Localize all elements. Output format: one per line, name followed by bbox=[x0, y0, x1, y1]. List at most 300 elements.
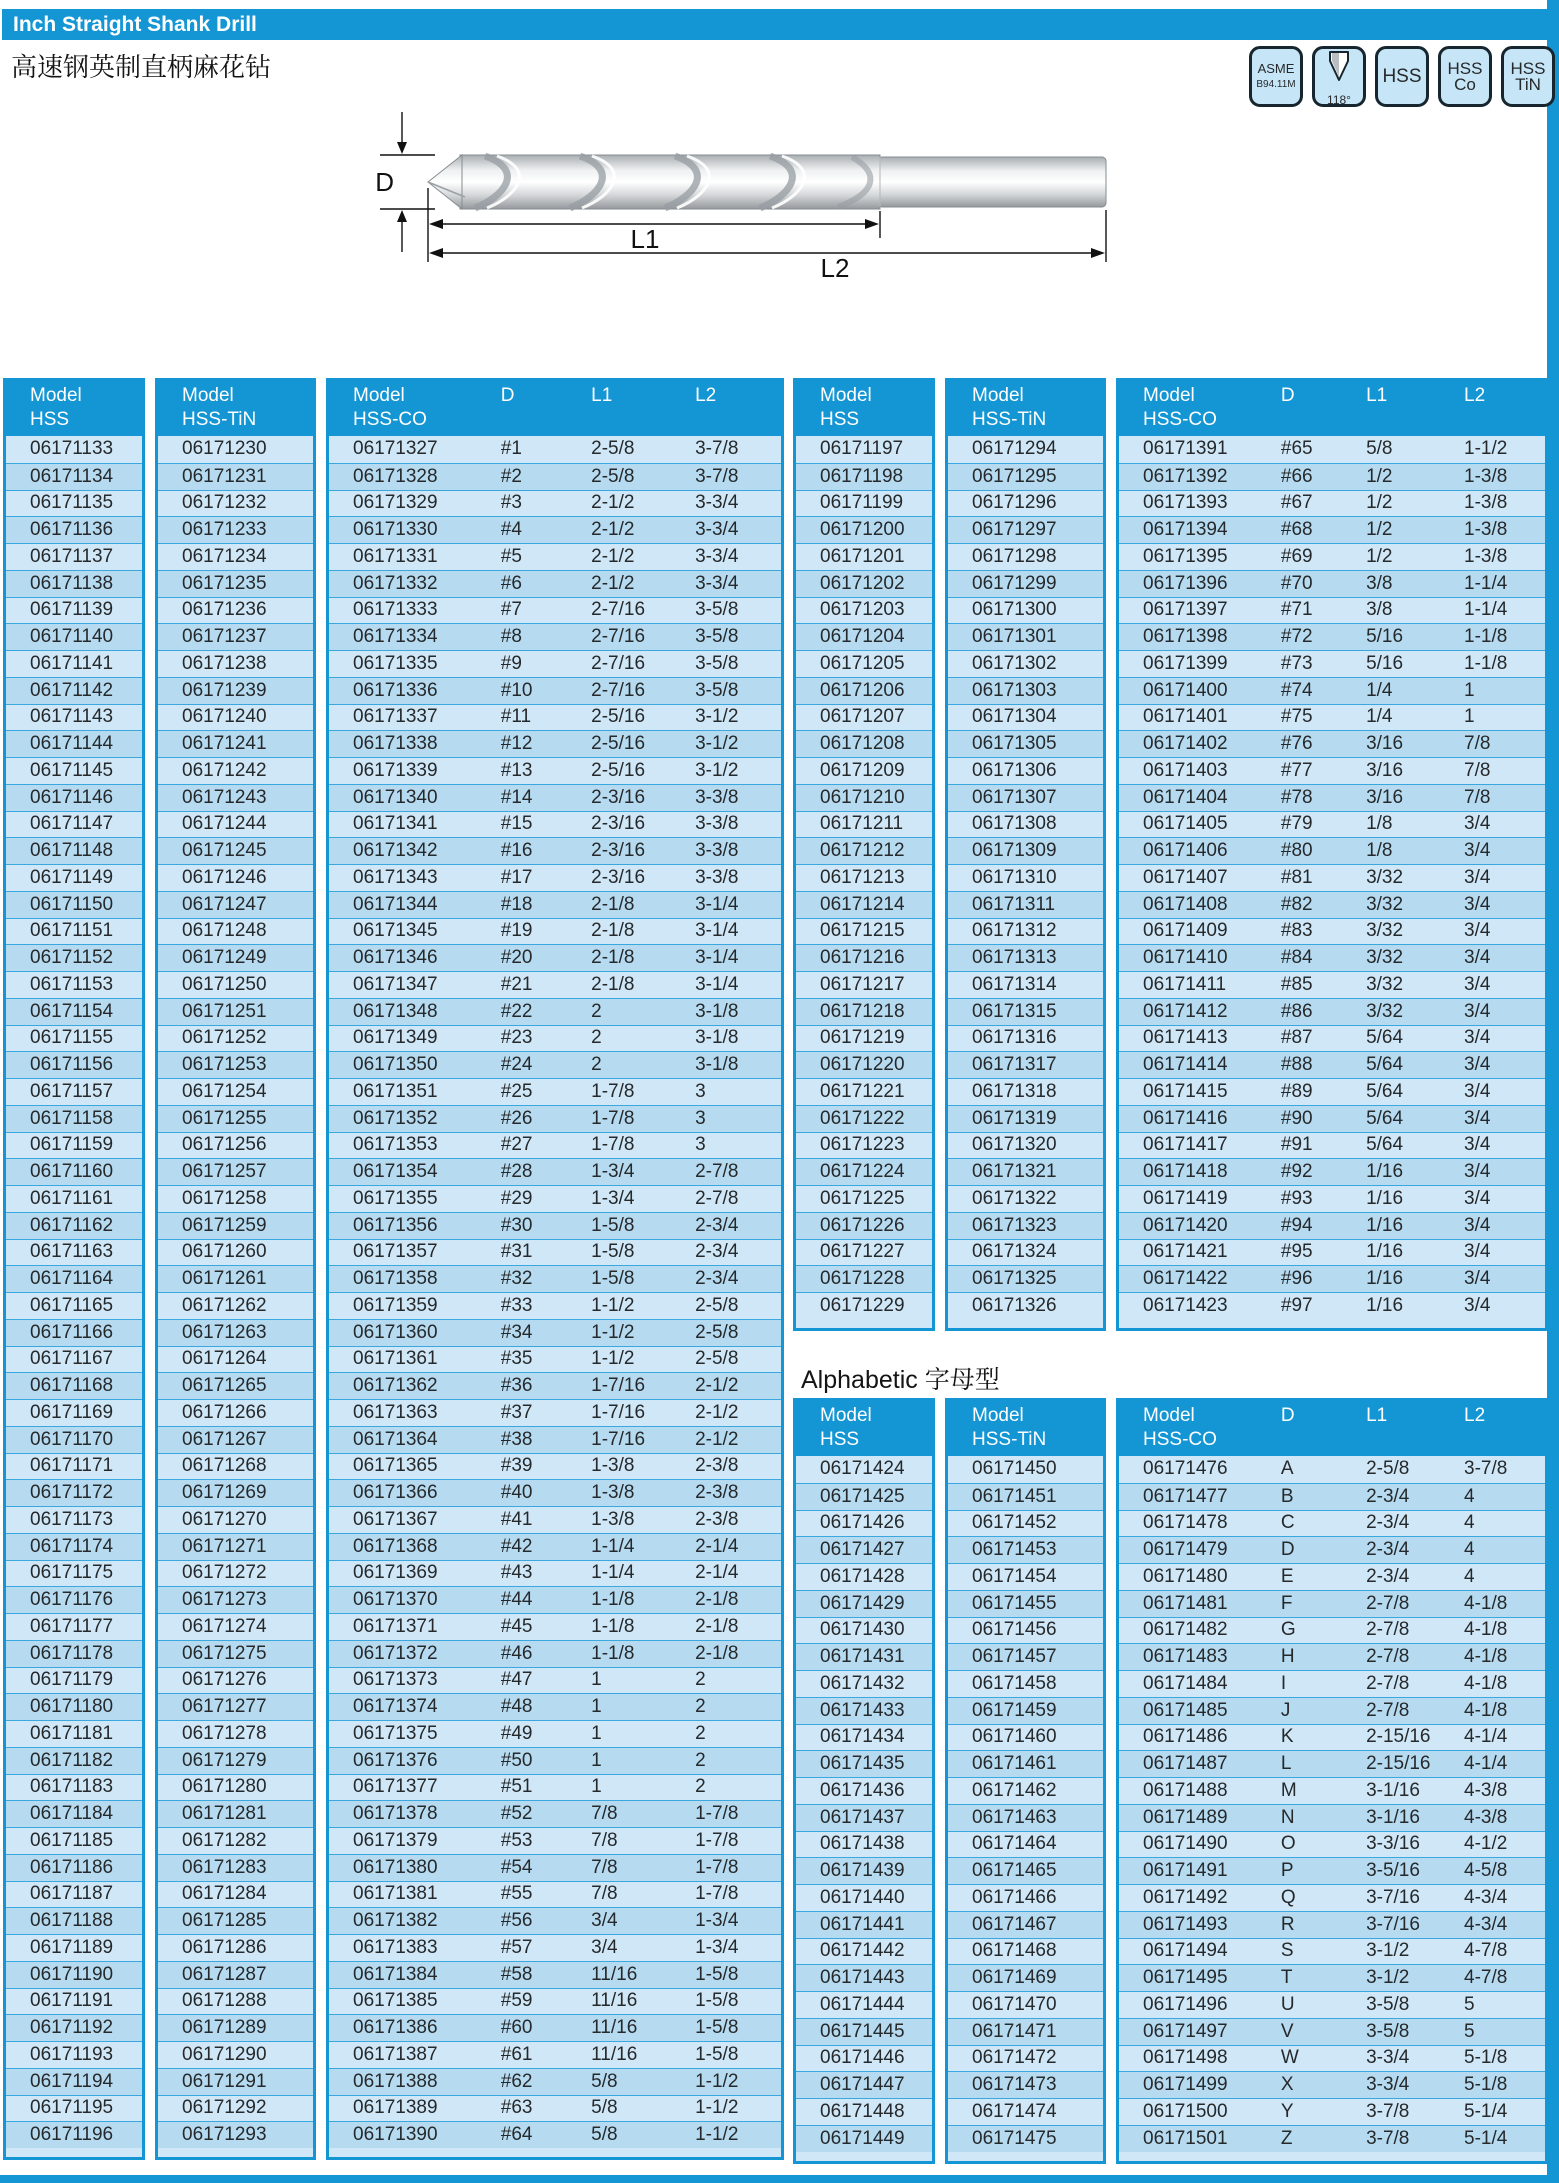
diameter-cell: #74 bbox=[1280, 679, 1313, 701]
l2-cell: 3-3/4 bbox=[695, 492, 739, 514]
l1-cell: 1/2 bbox=[1366, 492, 1393, 514]
hss-co-size-subtable bbox=[1116, 378, 1548, 1331]
diameter-cell: K bbox=[1280, 1726, 1294, 1748]
model-hss-co-cell: 06171422 bbox=[1143, 1268, 1228, 1290]
model-hss-cell: 06171211 bbox=[820, 813, 904, 835]
l1-cell: 3/32 bbox=[1366, 866, 1404, 888]
model-hss-co-cell: 06171373 bbox=[353, 1669, 438, 1691]
table-row bbox=[948, 1938, 1103, 1965]
diameter-cell: #88 bbox=[1280, 1054, 1313, 1076]
diameter-cell: #57 bbox=[500, 1936, 533, 1958]
model-hss-co-cell: 06171403 bbox=[1143, 759, 1228, 781]
model-hss-cell: 06171153 bbox=[30, 973, 114, 995]
model-hss-cell: 06171206 bbox=[820, 679, 905, 701]
table-row bbox=[6, 597, 142, 624]
table-row bbox=[158, 1586, 313, 1613]
table-row bbox=[158, 490, 313, 517]
model-hss-co-cell: 06171369 bbox=[353, 1562, 438, 1584]
table-row bbox=[158, 543, 313, 570]
model-hss-cell: 06171189 bbox=[30, 1936, 114, 1958]
model-hss-cell: 06171432 bbox=[820, 1672, 905, 1694]
table-row bbox=[1119, 1563, 1545, 1590]
table-row bbox=[796, 1105, 932, 1132]
l1-cell: 1 bbox=[591, 1749, 602, 1771]
l2-cell: 3-1/8 bbox=[695, 1054, 739, 1076]
table-row bbox=[1119, 1831, 1545, 1858]
model-hss-tin-cell: 06171463 bbox=[972, 1806, 1057, 1828]
table-row bbox=[329, 1854, 781, 1881]
model-hss-tin-cell: 06171280 bbox=[182, 1776, 267, 1798]
table-row bbox=[1119, 1884, 1545, 1911]
model-hss-co-cell: 06171365 bbox=[353, 1455, 438, 1477]
l2-cell: 3/4 bbox=[1464, 840, 1491, 862]
table-row bbox=[948, 1265, 1103, 1292]
table-row bbox=[158, 1346, 313, 1373]
diameter-cell: #82 bbox=[1280, 893, 1313, 915]
table-row bbox=[948, 1750, 1103, 1777]
model-hss-co-cell: 06171407 bbox=[1143, 866, 1228, 888]
diameter-cell: #48 bbox=[500, 1696, 533, 1718]
table-row bbox=[796, 2045, 932, 2072]
table-row bbox=[6, 1693, 142, 1720]
table-row bbox=[329, 2068, 781, 2095]
table-row bbox=[329, 1426, 781, 1453]
l2-cell: 3 bbox=[695, 1134, 706, 1156]
model-hss-cell: 06171143 bbox=[30, 706, 114, 728]
diameter-cell: #37 bbox=[500, 1401, 533, 1423]
l2-cell: 4-1/4 bbox=[1464, 1753, 1508, 1775]
model-hss-co-cell: 06171371 bbox=[353, 1615, 438, 1637]
diameter-cell: #81 bbox=[1280, 866, 1313, 888]
l1-cell: 1-1/8 bbox=[591, 1589, 635, 1611]
l1-cell: 3/8 bbox=[1366, 599, 1393, 621]
table-row bbox=[1119, 1239, 1545, 1266]
model-hss-cell: 06171138 bbox=[30, 572, 114, 594]
table-row bbox=[948, 1292, 1103, 1319]
model-hss-tin-cell: 06171255 bbox=[182, 1107, 267, 1129]
model-hss-co-cell: 06171484 bbox=[1143, 1672, 1228, 1694]
l2-cell: 4 bbox=[1464, 1512, 1475, 1534]
table-row bbox=[329, 891, 781, 918]
table-row bbox=[329, 1479, 781, 1506]
diameter-cell: #45 bbox=[500, 1615, 533, 1637]
model-hss-cell: 06171147 bbox=[30, 813, 114, 835]
l2-cell: 3-3/4 bbox=[695, 545, 739, 567]
model-hss-tin-cell: 06171254 bbox=[182, 1080, 267, 1102]
model-hss-tin-cell: 06171235 bbox=[182, 572, 267, 594]
l2-cell: 3/4 bbox=[1464, 973, 1491, 995]
diameter-cell: #64 bbox=[500, 2124, 533, 2146]
table-row bbox=[948, 650, 1103, 677]
table-row bbox=[1119, 1724, 1545, 1751]
table-row bbox=[948, 891, 1103, 918]
model-hss-tin-cell: 06171470 bbox=[972, 1993, 1057, 2015]
table-row bbox=[1119, 1991, 1545, 2018]
hss-label: HSS bbox=[1382, 65, 1422, 87]
table-row bbox=[6, 2068, 142, 2095]
l1-cell: 2-7/16 bbox=[591, 599, 646, 621]
l2-cell: 3-3/8 bbox=[695, 840, 739, 862]
table-row bbox=[6, 1292, 142, 1319]
column-header-model: Model bbox=[1143, 385, 1195, 406]
diameter-cell: #41 bbox=[500, 1508, 533, 1530]
table-row bbox=[1119, 1536, 1545, 1563]
table-row bbox=[329, 971, 781, 998]
table-row bbox=[329, 1747, 781, 1774]
l1-cell: 2-1/2 bbox=[591, 545, 635, 567]
table-row bbox=[948, 1617, 1103, 1644]
l1-cell: 1-7/8 bbox=[591, 1134, 635, 1156]
model-hss-co-cell: 06171480 bbox=[1143, 1565, 1228, 1587]
diameter-cell: #1 bbox=[500, 438, 522, 460]
l1-cell: 1/16 bbox=[1366, 1161, 1404, 1183]
table-row bbox=[1119, 730, 1545, 757]
diameter-cell: #89 bbox=[1280, 1080, 1313, 1102]
l1-cell: 2-1/8 bbox=[591, 893, 635, 915]
diameter-cell: #14 bbox=[500, 786, 533, 808]
table-row bbox=[158, 1667, 313, 1694]
diameter-cell: #58 bbox=[500, 1963, 533, 1985]
table-row bbox=[158, 2068, 313, 2095]
l1-cell: 3-1/2 bbox=[1366, 1940, 1410, 1962]
diameter-cell: #73 bbox=[1280, 652, 1313, 674]
table-row bbox=[6, 2095, 142, 2122]
model-hss-tin-cell: 06171245 bbox=[182, 840, 267, 862]
model-hss-cell: 06171133 bbox=[30, 438, 114, 460]
hss-tin-material-badge bbox=[1501, 46, 1555, 107]
model-hss-tin-cell: 06171285 bbox=[182, 1910, 267, 1932]
table-row bbox=[948, 623, 1103, 650]
l2-cell: 1-5/8 bbox=[695, 2017, 739, 2039]
diameter-cell: #72 bbox=[1280, 626, 1313, 648]
model-hss-cell: 06171144 bbox=[30, 733, 114, 755]
table-row bbox=[796, 1132, 932, 1159]
diameter-cell: #38 bbox=[500, 1428, 533, 1450]
model-hss-co-cell: 06171404 bbox=[1143, 786, 1228, 808]
model-hss-cell: 06171158 bbox=[30, 1107, 114, 1129]
l1-cell: 3/16 bbox=[1366, 759, 1404, 781]
model-hss-tin-cell: 06171247 bbox=[182, 893, 267, 915]
table-row bbox=[6, 811, 142, 838]
model-hss-co-cell: 06171421 bbox=[1143, 1241, 1228, 1263]
table-row bbox=[158, 1907, 313, 1934]
l2-cell: 1-1/8 bbox=[1464, 626, 1508, 648]
table-row bbox=[329, 543, 781, 570]
diameter-cell: D bbox=[1280, 1539, 1295, 1561]
l1-cell: 2-5/16 bbox=[591, 759, 646, 781]
model-hss-co-cell: 06171493 bbox=[1143, 1913, 1228, 1935]
model-hss-tin-cell: 06171323 bbox=[972, 1214, 1057, 1236]
table-header bbox=[948, 378, 1103, 436]
l1-cell: 3/32 bbox=[1366, 1000, 1404, 1022]
table-row bbox=[1119, 1078, 1545, 1105]
model-hss-tin-cell: 06171257 bbox=[182, 1161, 267, 1183]
column-header-l1: L1 bbox=[1366, 1405, 1388, 1426]
model-hss-cell: 06171193 bbox=[30, 2043, 114, 2065]
table-row bbox=[158, 1372, 313, 1399]
model-hss-tin-cell: 06171267 bbox=[182, 1428, 267, 1450]
table-row bbox=[6, 1158, 142, 1185]
model-hss-tin-cell: 06171244 bbox=[182, 813, 267, 835]
table-row bbox=[329, 1881, 781, 1908]
l2-cell: 7/8 bbox=[1464, 733, 1491, 755]
model-hss-cell: 06171437 bbox=[820, 1806, 905, 1828]
l1-cell: 2-3/16 bbox=[591, 840, 646, 862]
model-hss-cell: 06171184 bbox=[30, 1803, 114, 1825]
table-row bbox=[796, 597, 932, 624]
l2-cell: 3-3/8 bbox=[695, 813, 739, 835]
model-hss-cell: 06171449 bbox=[820, 2127, 905, 2149]
l1-cell: 2-5/8 bbox=[591, 465, 635, 487]
model-hss-cell: 06171198 bbox=[820, 465, 904, 487]
column-header-tin: HSS-TiN bbox=[972, 1429, 1047, 1450]
model-hss-cell: 06171162 bbox=[30, 1214, 114, 1236]
model-hss-cell: 06171140 bbox=[30, 626, 114, 648]
model-hss-co-cell: 06171342 bbox=[353, 840, 438, 862]
model-hss-co-cell: 06171416 bbox=[1143, 1107, 1228, 1129]
model-hss-co-cell: 06171420 bbox=[1143, 1214, 1228, 1236]
model-hss-tin-cell: 06171251 bbox=[182, 1000, 267, 1022]
model-hss-co-cell: 06171388 bbox=[353, 2070, 438, 2092]
model-hss-cell: 06171429 bbox=[820, 1592, 905, 1614]
l1-cell: 2-15/16 bbox=[1366, 1753, 1431, 1775]
model-hss-co-cell: 06171383 bbox=[353, 1936, 438, 1958]
model-hss-tin-cell: 06171313 bbox=[972, 947, 1057, 969]
l1-dimension-label: L1 bbox=[630, 224, 660, 254]
l2-cell: 3/4 bbox=[1464, 1161, 1491, 1183]
table-row bbox=[948, 1884, 1103, 1911]
table-row bbox=[948, 1105, 1103, 1132]
model-hss-co-cell: 06171497 bbox=[1143, 2020, 1228, 2042]
table-row bbox=[948, 704, 1103, 731]
model-hss-cell: 06171227 bbox=[820, 1241, 905, 1263]
l2-cell: 3 bbox=[695, 1107, 706, 1129]
model-hss-tin-cell: 06171282 bbox=[182, 1829, 267, 1851]
column-header-l2: L2 bbox=[1464, 1405, 1486, 1426]
model-hss-cell: 06171135 bbox=[30, 492, 114, 514]
model-hss-tin-cell: 06171302 bbox=[972, 652, 1057, 674]
table-row bbox=[1119, 837, 1545, 864]
model-hss-co-cell: 06171490 bbox=[1143, 1833, 1228, 1855]
table-row bbox=[158, 597, 313, 624]
table-row bbox=[948, 597, 1103, 624]
table-row bbox=[158, 918, 313, 945]
model-hss-tin-cell: 06171274 bbox=[182, 1615, 267, 1637]
model-hss-cell: 06171448 bbox=[820, 2100, 905, 2122]
model-hss-cell: 06171209 bbox=[820, 759, 905, 781]
table-row bbox=[796, 811, 932, 838]
l1-cell: 3-1/16 bbox=[1366, 1779, 1420, 1801]
l2-cell: 1-3/8 bbox=[1464, 545, 1508, 567]
l1-cell: 1-1/2 bbox=[591, 1321, 635, 1343]
table-row bbox=[6, 944, 142, 971]
table-row bbox=[948, 1536, 1103, 1563]
l1-cell: 1-7/8 bbox=[591, 1080, 635, 1102]
l1-cell: 1-3/8 bbox=[591, 1455, 635, 1477]
table-row bbox=[1119, 1265, 1545, 1292]
table-row bbox=[6, 570, 142, 597]
table-row bbox=[158, 1105, 313, 1132]
diameter-cell: L bbox=[1280, 1753, 1292, 1775]
l2-cell: 2-3/4 bbox=[695, 1214, 739, 1236]
model-hss-tin-cell: 06171295 bbox=[972, 465, 1057, 487]
table-row bbox=[329, 570, 781, 597]
table-row bbox=[1119, 918, 1545, 945]
table-row bbox=[796, 891, 932, 918]
l2-cell: 3/4 bbox=[1464, 1294, 1491, 1316]
l1-cell: 3-5/8 bbox=[1366, 1993, 1410, 2015]
model-hss-co-cell: 06171333 bbox=[353, 599, 438, 621]
table-row bbox=[6, 891, 142, 918]
model-hss-cell: 06171167 bbox=[30, 1348, 114, 1370]
table-row bbox=[6, 837, 142, 864]
diameter-cell: Y bbox=[1280, 2100, 1294, 2122]
table-row bbox=[329, 837, 781, 864]
diameter-cell: U bbox=[1280, 1993, 1295, 2015]
model-hss-cell: 06171172 bbox=[30, 1482, 114, 1504]
diameter-cell: M bbox=[1280, 1779, 1297, 1801]
model-hss-tin-cell: 06171289 bbox=[182, 2017, 267, 2039]
table-row bbox=[1119, 1777, 1545, 1804]
table-row bbox=[948, 1078, 1103, 1105]
l1-cell: 1-1/8 bbox=[591, 1615, 635, 1637]
model-hss-co-cell: 06171350 bbox=[353, 1054, 438, 1076]
table-row bbox=[6, 1346, 142, 1373]
l1-cell: 3-7/8 bbox=[1366, 2100, 1410, 2122]
table-row bbox=[329, 597, 781, 624]
model-hss-cell: 06171186 bbox=[30, 1856, 114, 1878]
diameter-cell: #16 bbox=[500, 840, 533, 862]
l2-cell: 1 bbox=[1464, 679, 1475, 701]
table-row bbox=[158, 1774, 313, 1801]
table-row bbox=[158, 1132, 313, 1159]
model-hss-tin-cell: 06171287 bbox=[182, 1963, 267, 1985]
l1-cell: 1-1/8 bbox=[591, 1642, 635, 1664]
table-row bbox=[158, 1854, 313, 1881]
l1-cell: 1-5/8 bbox=[591, 1268, 635, 1290]
table-row bbox=[158, 1560, 313, 1587]
table-row bbox=[948, 1911, 1103, 1938]
diameter-cell: #8 bbox=[500, 626, 522, 648]
diameter-cell: #97 bbox=[1280, 1294, 1313, 1316]
table-row bbox=[1119, 971, 1545, 998]
diameter-cell: B bbox=[1280, 1485, 1294, 1507]
table-row bbox=[1119, 1617, 1545, 1644]
column-header-tin: HSS-TiN bbox=[182, 409, 257, 430]
model-hss-co-cell: 06171390 bbox=[353, 2124, 438, 2146]
table-row bbox=[329, 2014, 781, 2041]
table-row bbox=[6, 1934, 142, 1961]
l2-cell: 3-5/8 bbox=[695, 599, 739, 621]
table-row bbox=[1119, 490, 1545, 517]
diameter-cell: #19 bbox=[500, 920, 533, 942]
l1-cell: 2-15/16 bbox=[1366, 1726, 1431, 1748]
diameter-cell: #67 bbox=[1280, 492, 1313, 514]
model-hss-tin-cell: 06171303 bbox=[972, 679, 1057, 701]
table-row bbox=[796, 1536, 932, 1563]
l2-cell: 1-7/8 bbox=[695, 1883, 739, 1905]
table-row bbox=[796, 543, 932, 570]
table-row bbox=[6, 677, 142, 704]
l2-cell: 1-5/8 bbox=[695, 1990, 739, 2012]
l1-cell: 5/64 bbox=[1366, 1080, 1404, 1102]
column-header-hss-co: HSS-CO bbox=[1143, 409, 1217, 430]
model-hss-cell: 06171185 bbox=[30, 1829, 114, 1851]
table-row bbox=[158, 2014, 313, 2041]
table-row bbox=[6, 1426, 142, 1453]
l1-cell: 2-3/16 bbox=[591, 786, 646, 808]
table-row bbox=[796, 677, 932, 704]
l1-cell: 3/4 bbox=[591, 1936, 618, 1958]
l2-cell: 2-1/2 bbox=[695, 1375, 739, 1397]
model-hss-tin-cell: 06171263 bbox=[182, 1321, 267, 1343]
hss-tin-model-subtable bbox=[945, 1398, 1106, 2164]
model-hss-co-cell: 06171364 bbox=[353, 1428, 438, 1450]
diameter-cell: #30 bbox=[500, 1214, 533, 1236]
asme-spec-label: B94.11M bbox=[1256, 79, 1296, 90]
l1-cell: 1/16 bbox=[1366, 1294, 1404, 1316]
diameter-cell: #93 bbox=[1280, 1187, 1313, 1209]
l2-cell: 3-3/4 bbox=[695, 572, 739, 594]
model-hss-tin-cell: 06171316 bbox=[972, 1027, 1057, 1049]
model-hss-tin-cell: 06171455 bbox=[972, 1592, 1057, 1614]
l2-cell: 1-7/8 bbox=[695, 1829, 739, 1851]
model-hss-tin-cell: 06171260 bbox=[182, 1241, 267, 1263]
table-row bbox=[329, 1453, 781, 1480]
table-row bbox=[948, 1132, 1103, 1159]
table-row bbox=[948, 1804, 1103, 1831]
l1-cell: 7/8 bbox=[591, 1829, 618, 1851]
table-row bbox=[948, 837, 1103, 864]
model-hss-tin-cell: 06171454 bbox=[972, 1565, 1057, 1587]
l2-cell: 1-1/2 bbox=[1464, 438, 1508, 460]
table-row bbox=[158, 1212, 313, 1239]
model-hss-cell: 06171220 bbox=[820, 1054, 905, 1076]
table-row bbox=[948, 1643, 1103, 1670]
diameter-cell: #78 bbox=[1280, 786, 1313, 808]
table-row bbox=[158, 1185, 313, 1212]
diameter-cell: #69 bbox=[1280, 545, 1313, 567]
l1-cell: 1 bbox=[591, 1696, 602, 1718]
table-row bbox=[158, 1078, 313, 1105]
model-hss-tin-cell: 06171237 bbox=[182, 626, 267, 648]
model-hss-tin-cell: 06171300 bbox=[972, 599, 1057, 621]
drill-dimension-diagram bbox=[290, 100, 1120, 295]
l1-cell: 2-3/4 bbox=[1366, 1512, 1410, 1534]
l1-cell: 3/32 bbox=[1366, 973, 1404, 995]
model-hss-co-cell: 06171489 bbox=[1143, 1806, 1228, 1828]
table-row bbox=[1119, 1185, 1545, 1212]
model-hss-tin-cell: 06171307 bbox=[972, 786, 1057, 808]
diameter-cell: #70 bbox=[1280, 572, 1313, 594]
diameter-cell: C bbox=[1280, 1512, 1295, 1534]
l2-cell: 7/8 bbox=[1464, 759, 1491, 781]
model-hss-tin-cell: 06171291 bbox=[182, 2070, 267, 2092]
model-hss-cell: 06171168 bbox=[30, 1375, 114, 1397]
model-hss-cell: 06171212 bbox=[820, 840, 905, 862]
model-hss-co-cell: 06171368 bbox=[353, 1535, 438, 1557]
table-row bbox=[6, 1586, 142, 1613]
model-hss-co-cell: 06171410 bbox=[1143, 947, 1228, 969]
table-row bbox=[1119, 623, 1545, 650]
table-row bbox=[329, 490, 781, 517]
l1-cell: 11/16 bbox=[591, 2043, 638, 2065]
table-row bbox=[796, 1831, 932, 1858]
l1-cell: 2-1/8 bbox=[591, 973, 635, 995]
model-hss-co-cell: 06171401 bbox=[1143, 706, 1228, 728]
table-row bbox=[329, 1988, 781, 2015]
table-row bbox=[1119, 998, 1545, 1025]
